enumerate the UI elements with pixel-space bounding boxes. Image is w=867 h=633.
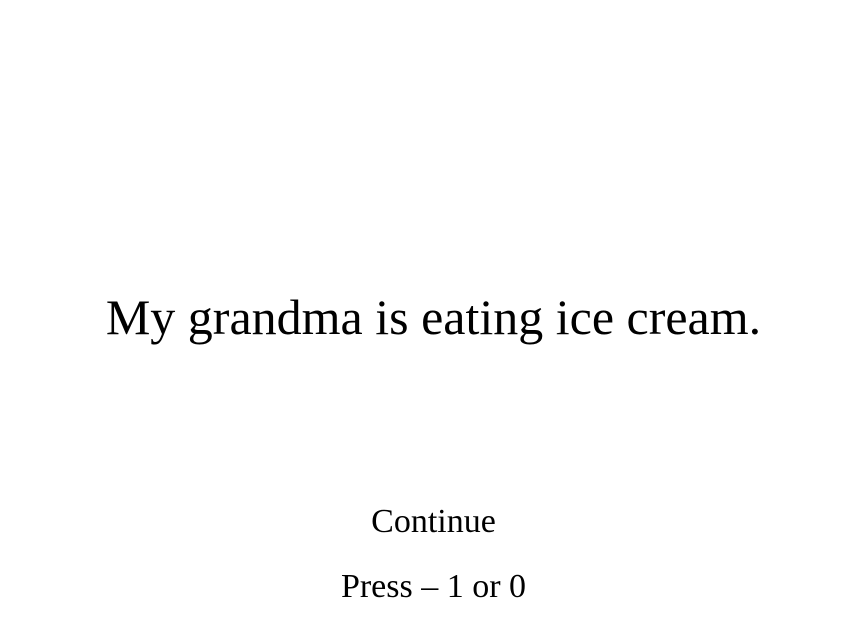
- stimulus-sentence: My grandma is eating ice cream.: [105, 289, 762, 345]
- key-instruction: Press – 1 or 0: [340, 568, 527, 605]
- continue-button[interactable]: Continue: [371, 503, 496, 540]
